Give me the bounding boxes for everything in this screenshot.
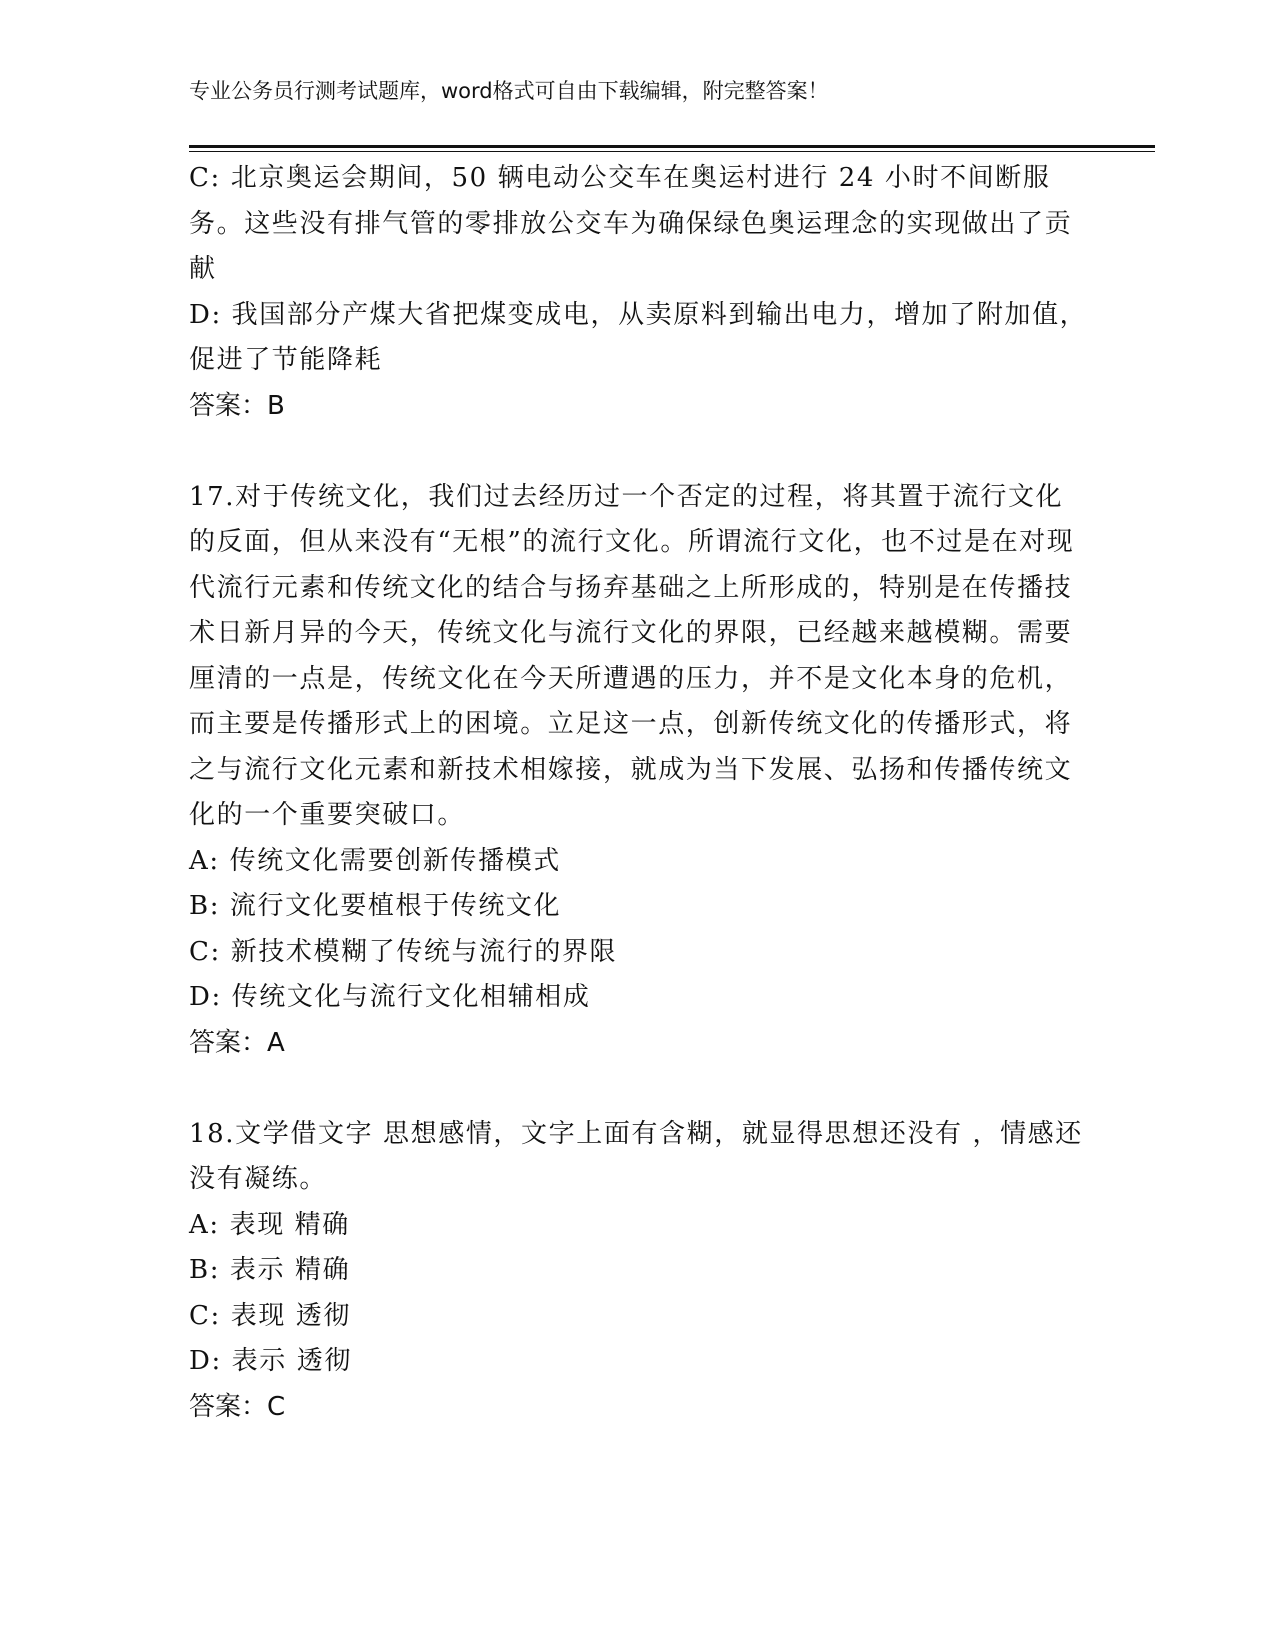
spacer (189, 429, 1089, 475)
q17-option-b: B: 流行文化要植根于传统文化 (189, 891, 562, 921)
q17-answer: 答案：A (189, 1027, 285, 1058)
document-body (189, 156, 1089, 1430)
question-16-tail (189, 156, 1089, 429)
spacer (189, 1066, 1089, 1112)
header-rule-thin (189, 151, 1155, 152)
q18-option-a: A: 表现 精确 (189, 1209, 350, 1240)
q18-stem: 18.文学借文字 思想感情，文字上面有含糊，就显得思想还没有 ，情感还没有凝练。 (189, 1118, 1083, 1194)
q17-stem: 17.对于传统文化，我们过去经历过一个否定的过程，将其置于流行文化的反面，但从来没有“无根”的流行文化。所谓流行文化，也不过是在对现代流行元素和传统文化的结合与扬弃基础之上所形成的，特别是在传播技术日新月异的今天，传统文化与流行文化的界限，已经越来越模糊。需要厘清的一点是，传统文化在今天所遭遇的压力，并不是文化本身的危机，而主要是传播形式上的困境。立足这一点，创新传统文化的传播形式，将之与流行文化元素和新技术相嫁接，就成为当下发展、弘扬和传播传统文化的一个重要突破口。 (189, 481, 1075, 830)
q18-option-c: C: 表现 透彻 (189, 1300, 351, 1331)
q18-option-d: D: 表示 透彻 (189, 1346, 352, 1376)
question-18 (189, 1112, 1089, 1431)
q18-option-b: B: 表示 精确 (189, 1255, 351, 1285)
q17-option-a: A: 传统文化需要创新传播模式 (189, 845, 561, 876)
q16-option-d: D: 我国部分产煤大省把煤变成电，从卖原料到输出电力，增加了附加值，促进了节能降耗 (189, 299, 1088, 375)
q17-option-d: D: 传统文化与流行文化相辅相成 (189, 982, 591, 1012)
question-17 (189, 475, 1089, 1067)
q18-answer: 答案：C (189, 1391, 286, 1422)
q16-answer: 答案：B (189, 390, 285, 421)
q16-option-c: C: 北京奥运会期间，50 辆电动公交车在奥运村进行 24 小时不间断服务。这些没有排气管的零排放公交车为确保绿色奥运理念的实现做出了贡献 (189, 163, 1073, 284)
header-rule-thick (189, 145, 1155, 148)
q17-option-c: C: 新技术模糊了传统与流行的界限 (189, 936, 618, 967)
page-header: 专业公务员行测考试题库，word格式可自由下载编辑，附完整答案！ (189, 79, 829, 103)
